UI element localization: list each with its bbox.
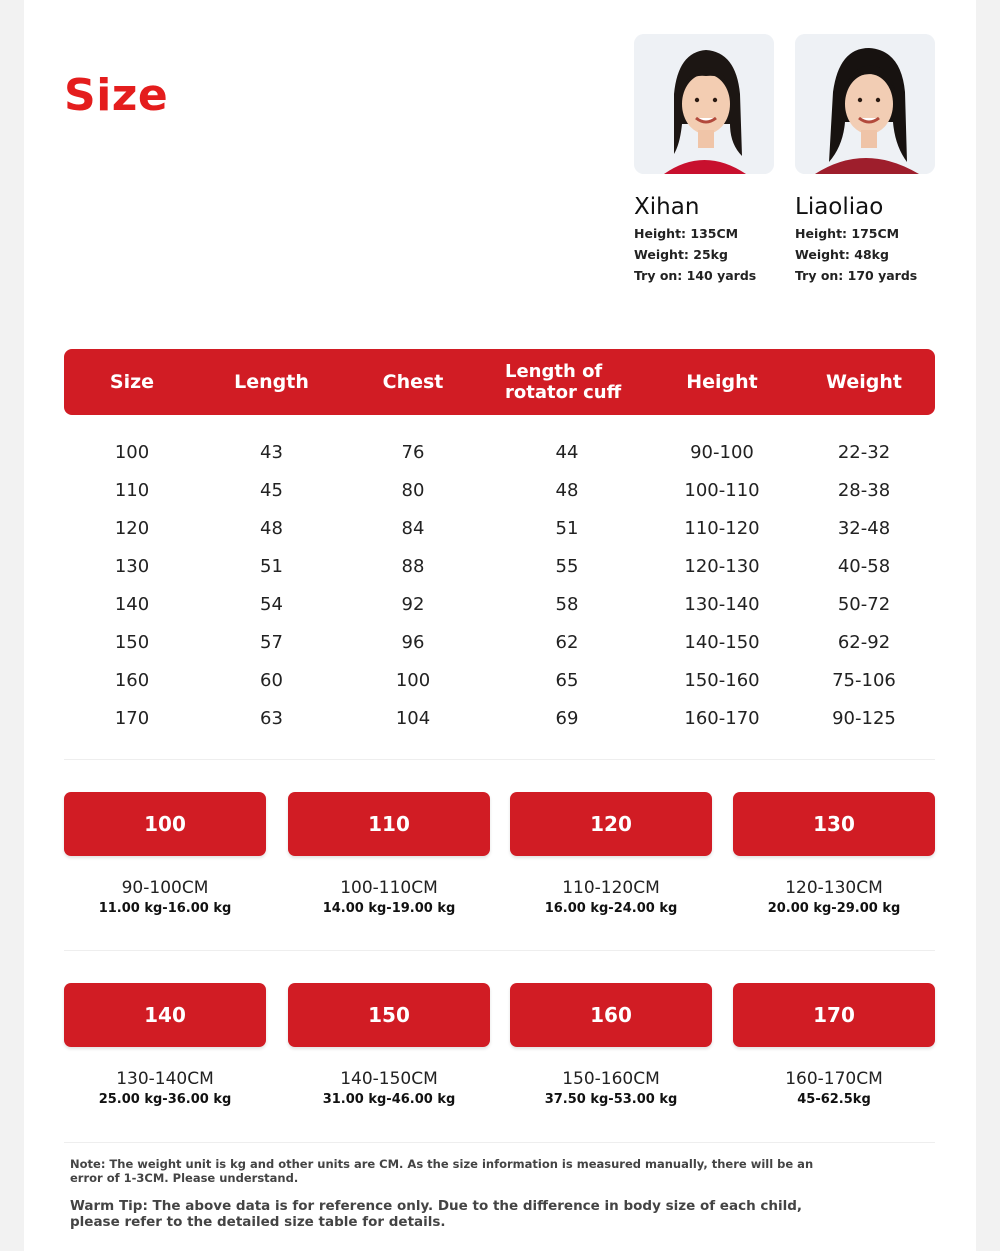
model-card-xihan bbox=[634, 34, 776, 283]
model-photo-girl bbox=[634, 34, 774, 174]
cell-size: 100 bbox=[114, 441, 150, 463]
model-try-on: Try on: 140 yards bbox=[634, 268, 757, 283]
cell-weight: 22-32 bbox=[837, 441, 891, 463]
cell-chest: 80 bbox=[401, 479, 425, 501]
size-card bbox=[64, 983, 266, 1107]
table-row bbox=[64, 547, 935, 585]
size-badge: 150 bbox=[288, 983, 490, 1047]
size-card bbox=[288, 983, 490, 1107]
cell-chest: 104 bbox=[395, 707, 431, 729]
size-badge: 160 bbox=[510, 983, 712, 1047]
model-name: Liaoliao bbox=[795, 194, 884, 220]
size-badge: 140 bbox=[64, 983, 266, 1047]
measurement-note: Note: The weight unit is kg and other units are CM. As the size information is measured manually, there will be an error of 1-3CM. Please understand. bbox=[70, 1157, 814, 1185]
model-try-on: Try on: 170 yards bbox=[795, 268, 918, 283]
height-range: 150-160CM bbox=[562, 1069, 660, 1089]
model-weight: Weight: 48kg bbox=[795, 247, 889, 262]
table-row bbox=[64, 699, 935, 737]
cell-length: 57 bbox=[260, 631, 283, 653]
table-row bbox=[64, 471, 935, 509]
cell-rotator-cuff: 44 bbox=[555, 441, 579, 463]
cell-rotator-cuff: 55 bbox=[555, 555, 579, 577]
size-card bbox=[510, 983, 712, 1107]
divider bbox=[64, 1142, 935, 1143]
cell-height: 100-110 bbox=[684, 479, 760, 501]
cell-size: 110 bbox=[114, 479, 150, 501]
header-chest: Chest bbox=[382, 370, 444, 393]
cell-rotator-cuff: 62 bbox=[555, 631, 579, 653]
header-weight: Weight bbox=[826, 370, 902, 393]
size-badge: 100 bbox=[64, 792, 266, 856]
cell-rotator-cuff: 65 bbox=[555, 669, 579, 691]
model-photo-woman bbox=[795, 34, 935, 174]
cell-size: 140 bbox=[114, 593, 150, 615]
cell-size: 120 bbox=[114, 517, 150, 539]
weight-range: 20.00 kg-29.00 kg bbox=[767, 901, 901, 916]
cell-length: 43 bbox=[260, 441, 283, 463]
table-row bbox=[64, 509, 935, 547]
cell-chest: 76 bbox=[401, 441, 425, 463]
height-range: 90-100CM bbox=[121, 878, 209, 898]
table-row bbox=[64, 585, 935, 623]
cell-chest: 92 bbox=[401, 593, 425, 615]
cell-weight: 75-106 bbox=[832, 669, 896, 691]
cell-weight: 50-72 bbox=[837, 593, 891, 615]
model-height: Height: 175CM bbox=[795, 226, 900, 241]
header-rotator-cuff: Length of rotator cuff bbox=[505, 361, 622, 403]
weight-range: 37.50 kg-53.00 kg bbox=[544, 1092, 678, 1107]
weight-range: 45-62.5kg bbox=[797, 1092, 871, 1107]
cell-chest: 96 bbox=[401, 631, 425, 653]
size-chart-page bbox=[24, 0, 976, 1251]
size-card bbox=[733, 983, 935, 1107]
weight-range: 31.00 kg-46.00 kg bbox=[322, 1092, 456, 1107]
cell-size: 160 bbox=[114, 669, 150, 691]
cell-weight: 90-125 bbox=[832, 707, 896, 729]
header-length: Length bbox=[234, 370, 309, 393]
table-header bbox=[64, 349, 935, 415]
height-range: 130-140CM bbox=[116, 1069, 214, 1089]
size-table bbox=[64, 349, 935, 737]
cell-weight: 28-38 bbox=[837, 479, 891, 501]
table-row bbox=[64, 623, 935, 661]
height-range: 160-170CM bbox=[785, 1069, 883, 1089]
weight-range: 16.00 kg-24.00 kg bbox=[544, 901, 678, 916]
cell-length: 48 bbox=[260, 517, 283, 539]
table-body bbox=[64, 415, 935, 737]
cell-weight: 62-92 bbox=[837, 631, 891, 653]
warm-tip: Warm Tip: The above data is for reference only. Due to the difference in body size of each child, please refer to the detailed size table for details. bbox=[70, 1198, 803, 1230]
size-badge: 130 bbox=[733, 792, 935, 856]
cell-chest: 84 bbox=[401, 517, 425, 539]
model-card-liaoliao bbox=[795, 34, 937, 283]
header-size: Size bbox=[109, 370, 155, 393]
size-card bbox=[733, 792, 935, 916]
table-row bbox=[64, 661, 935, 699]
cell-rotator-cuff: 48 bbox=[555, 479, 579, 501]
cell-length: 54 bbox=[260, 593, 283, 615]
cell-rotator-cuff: 51 bbox=[555, 517, 579, 539]
size-badge: 170 bbox=[733, 983, 935, 1047]
cell-size: 170 bbox=[114, 707, 150, 729]
divider bbox=[64, 950, 935, 951]
weight-range: 11.00 kg-16.00 kg bbox=[98, 901, 232, 916]
cell-height: 160-170 bbox=[684, 707, 760, 729]
weight-range: 25.00 kg-36.00 kg bbox=[98, 1092, 232, 1107]
header-height: Height bbox=[686, 370, 758, 393]
page-title: Size bbox=[64, 70, 169, 121]
cell-height: 150-160 bbox=[684, 669, 760, 691]
cell-chest: 88 bbox=[401, 555, 425, 577]
height-range: 100-110CM bbox=[340, 878, 438, 898]
cell-height: 110-120 bbox=[684, 517, 760, 539]
size-badge: 110 bbox=[288, 792, 490, 856]
cell-chest: 100 bbox=[395, 669, 431, 691]
cell-rotator-cuff: 58 bbox=[555, 593, 579, 615]
cell-length: 63 bbox=[260, 707, 283, 729]
cell-height: 140-150 bbox=[684, 631, 760, 653]
cell-height: 120-130 bbox=[684, 555, 760, 577]
cell-size: 150 bbox=[114, 631, 150, 653]
model-weight: Weight: 25kg bbox=[634, 247, 728, 262]
cell-height: 130-140 bbox=[684, 593, 760, 615]
cell-rotator-cuff: 69 bbox=[555, 707, 579, 729]
cell-weight: 40-58 bbox=[837, 555, 891, 577]
divider bbox=[64, 759, 935, 760]
table-row bbox=[64, 433, 935, 471]
cell-weight: 32-48 bbox=[837, 517, 891, 539]
height-range: 140-150CM bbox=[340, 1069, 438, 1089]
size-badge: 120 bbox=[510, 792, 712, 856]
size-card bbox=[510, 792, 712, 916]
model-name: Xihan bbox=[634, 194, 700, 220]
cell-size: 130 bbox=[114, 555, 150, 577]
size-card bbox=[288, 792, 490, 916]
cell-height: 90-100 bbox=[690, 441, 754, 463]
weight-range: 14.00 kg-19.00 kg bbox=[322, 901, 456, 916]
cell-length: 45 bbox=[260, 479, 283, 501]
height-range: 110-120CM bbox=[562, 878, 660, 898]
cell-length: 60 bbox=[260, 669, 283, 691]
cell-length: 51 bbox=[260, 555, 283, 577]
size-card bbox=[64, 792, 266, 916]
model-height: Height: 135CM bbox=[634, 226, 739, 241]
height-range: 120-130CM bbox=[785, 878, 883, 898]
